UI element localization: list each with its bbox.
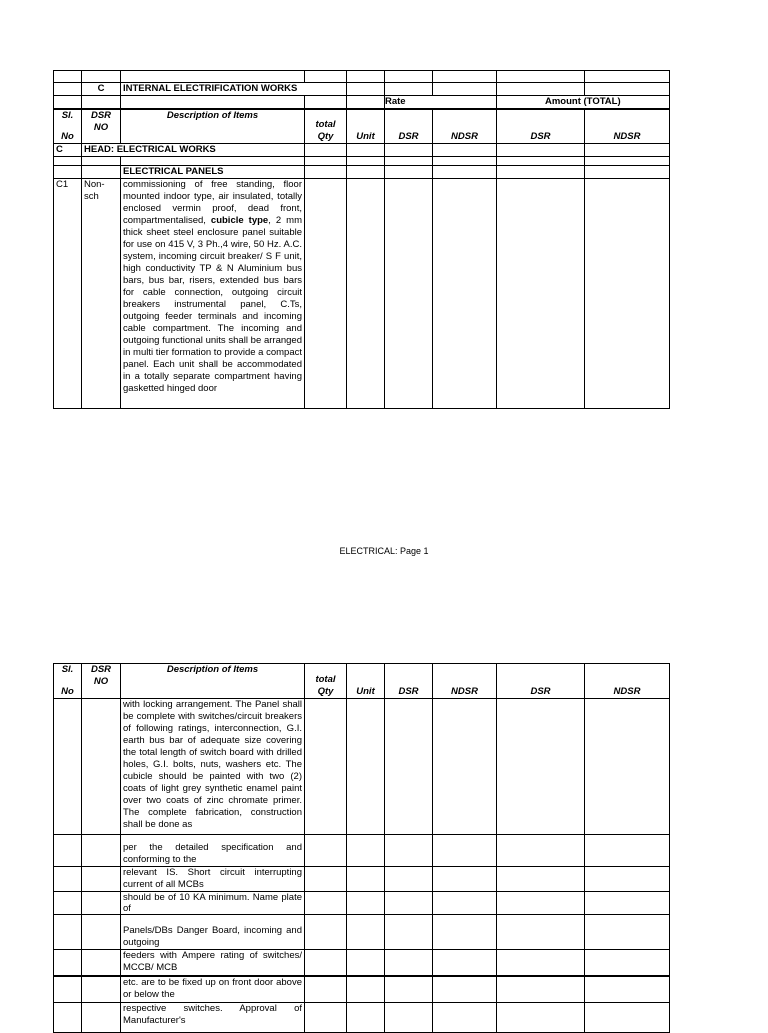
amount-dsr-header-p2: DSR — [497, 664, 585, 699]
unit-header: Unit — [347, 109, 385, 144]
item-description-part2: , 2 mm thick sheet steel enclosure panel suitable for use on 415 V, 3 Ph.,4 wire, 50 Hz. A.C. system, incoming circuit breaker/ S F unit, high conductivity TP & N Aluminium bus bars, bus bar, risers, extended bus bars for cable connection, outgoing circuit breakers instrumental panel, C.Ts, outgoing feeder terminals and incoming cable compartment. The incoming and outgoing functional units shall be arranged in multi tier formation to provide a compact panel. Each unit shall be accommodated in a totally separate compartment having gasketted hinged door — [123, 215, 302, 394]
dsr-header-p2: DSR — [90, 664, 112, 675]
head-text: HEAD: ELECTRICAL WORKS — [82, 144, 305, 157]
rate-dsr-header: DSR — [385, 109, 433, 144]
qty-header: Qty — [317, 131, 334, 142]
item-row-c1 — [54, 179, 670, 409]
amount-ndsr-header: NDSR — [585, 109, 670, 144]
qty-header-p2: Qty — [317, 686, 334, 697]
rate-dsr-header-p2: DSR — [385, 664, 433, 699]
table-row — [54, 835, 670, 867]
header-row-page2 — [54, 664, 670, 699]
item-description-part1: commissioning of free standing, floor mounted indoor type, air insulated, totally enclosed vermin proof, dead front, compartmentalised, — [123, 179, 302, 226]
section-letter: C — [82, 83, 121, 96]
item-dsr: Non-sch — [82, 179, 121, 409]
blank-row-2 — [54, 157, 670, 166]
table-row — [54, 915, 670, 950]
item-description-bold: cubicle type — [210, 215, 269, 226]
head-row — [54, 144, 670, 157]
amount-dsr-header: DSR — [497, 109, 585, 144]
continuation-text-1: with locking arrangement. The Panel shall be complete with switches/circuit breakers of following ratings, interconnection, G.I. earth bus bar of adequate size covering the total length of switch board with drilled holes, G.I. bolts, nuts, washers etc. The cubicle should be painted with two (2) coats of light grey synthetic enamel paint over two coats of zinc chromate primer. The complete fabrication, construction shall be done as — [121, 699, 305, 835]
rate-ndsr-header-p2: NDSR — [433, 664, 497, 699]
subhead-electrical-panels: ELECTRICAL PANELS — [121, 166, 305, 179]
unit-header-p2: Unit — [347, 664, 385, 699]
page-footer: ELECTRICAL: Page 1 — [339, 546, 429, 556]
continuation-text-4: should be of 10 KA minimum. Name plate of — [121, 892, 305, 915]
continuation-text-8: respective switches. Approval of Manufacturer's — [121, 1003, 305, 1033]
amount-ndsr-header-p2: NDSR — [585, 664, 670, 699]
page2-table — [53, 663, 670, 1033]
page1-table — [53, 70, 670, 409]
item-sl: C1 — [54, 179, 82, 409]
item-description — [121, 179, 305, 409]
description-header: Description of Items — [121, 109, 305, 144]
section-row — [54, 83, 670, 96]
table-row — [54, 1003, 670, 1033]
no-header: No — [61, 131, 74, 142]
dsr-no-header: NO — [93, 122, 109, 133]
table-row — [54, 950, 670, 976]
continuation-text-3: relevant IS. Short circuit interrupting current of all MCBs — [121, 867, 305, 892]
sl-header: Sl. — [61, 110, 74, 121]
section-title: INTERNAL ELECTRIFICATION WORKS — [121, 83, 347, 96]
table-row — [54, 699, 670, 835]
amount-label: Amount (TOTAL) — [497, 96, 670, 110]
table-row — [54, 976, 670, 1003]
rate-amount-row — [54, 96, 670, 110]
dsr-header: DSR — [90, 110, 112, 121]
continuation-text-5: Panels/DBs Danger Board, incoming and outgoing — [121, 915, 305, 950]
description-header-p2: Description of Items — [121, 664, 305, 699]
continuation-text-6: feeders with Ampere rating of switches/ MCCB/ MCB — [121, 950, 305, 976]
dsr-no-header-p2: NO — [93, 676, 109, 687]
table-row — [54, 892, 670, 915]
continuation-text-2: per the detailed specification and conforming to the — [121, 835, 305, 867]
table-row — [54, 867, 670, 892]
sl-header-p2: Sl. — [61, 664, 74, 675]
subhead-row — [54, 166, 670, 179]
rate-ndsr-header: NDSR — [433, 109, 497, 144]
continuation-text-7: etc. are to be fixed up on front door above or below the — [121, 976, 305, 1003]
blank-row — [54, 71, 670, 83]
rate-label: Rate — [385, 96, 497, 110]
total-header-p2: total — [315, 674, 336, 685]
no-header-p2: No — [61, 686, 74, 697]
total-header: total — [315, 119, 336, 130]
header-row — [54, 109, 670, 144]
head-sl: C — [54, 144, 82, 157]
